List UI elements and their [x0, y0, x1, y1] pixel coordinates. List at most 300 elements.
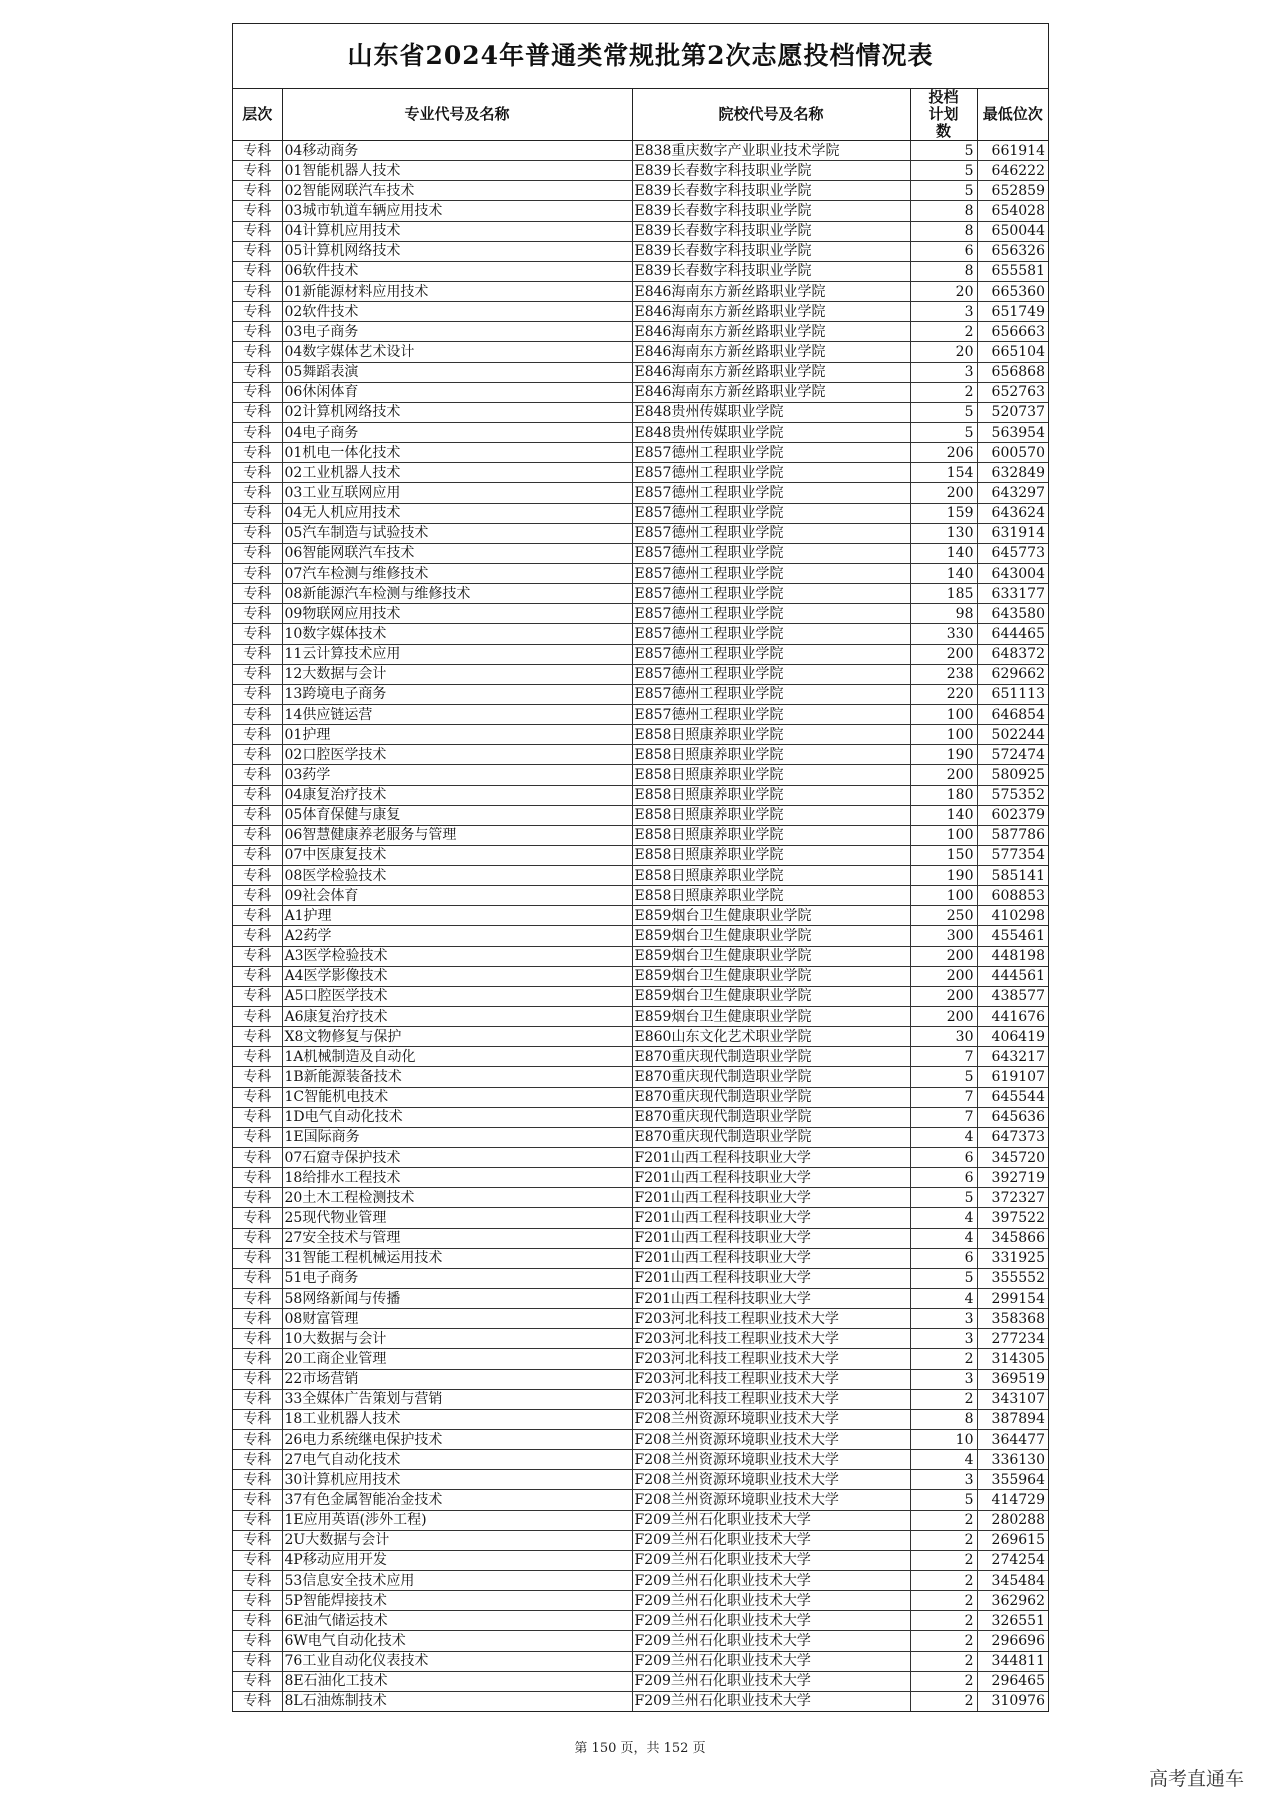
level-cell: 专科 [233, 1309, 282, 1329]
major-cell: 2U大数据与会计 [282, 1530, 632, 1550]
school-cell: E858日照康养职业学院 [632, 886, 910, 906]
school-cell: E859烟台卫生健康职业学院 [632, 966, 910, 986]
level-cell: 专科 [233, 382, 282, 402]
major-cell: 13跨境电子商务 [282, 684, 632, 704]
major-cell: A2药学 [282, 926, 632, 946]
school-cell: E857德州工程职业学院 [632, 543, 910, 563]
major-cell: A4医学影像技术 [282, 966, 632, 986]
plan-count-cell: 2 [910, 1349, 977, 1369]
table-row [233, 1691, 1048, 1711]
level-cell: 专科 [233, 241, 282, 261]
table-row [233, 1631, 1048, 1651]
school-cell: E857德州工程职业学院 [632, 704, 910, 724]
level-cell: 专科 [233, 1349, 282, 1369]
major-cell: A1护理 [282, 906, 632, 926]
plan-count-cell: 98 [910, 604, 977, 624]
min-rank-cell: 444561 [977, 966, 1048, 986]
table-row [233, 402, 1048, 422]
table-row [233, 866, 1048, 886]
min-rank-cell: 362962 [977, 1591, 1048, 1611]
school-cell: E839长春数字科技职业学院 [632, 241, 910, 261]
major-cell: 05舞蹈表演 [282, 362, 632, 382]
table-row [233, 221, 1048, 241]
table-row [233, 1329, 1048, 1349]
level-cell: 专科 [233, 1087, 282, 1107]
table-row [233, 563, 1048, 583]
table-row [233, 725, 1048, 745]
table-row [233, 1248, 1048, 1268]
school-cell: E839长春数字科技职业学院 [632, 201, 910, 221]
school-cell: E858日照康养职业学院 [632, 725, 910, 745]
level-cell: 专科 [233, 1148, 282, 1168]
major-cell: 09物联网应用技术 [282, 604, 632, 624]
table-row [233, 624, 1048, 644]
level-cell: 专科 [233, 845, 282, 865]
min-rank-cell: 414729 [977, 1490, 1048, 1510]
plan-count-cell: 5 [910, 1268, 977, 1288]
major-cell: 07石窟寺保护技术 [282, 1148, 632, 1168]
major-cell: 03城市轨道车辆应用技术 [282, 201, 632, 221]
school-cell: E857德州工程职业学院 [632, 604, 910, 624]
plan-count-cell: 140 [910, 563, 977, 583]
level-cell: 专科 [233, 805, 282, 825]
min-rank-cell: 355552 [977, 1268, 1048, 1288]
school-cell: E838重庆数字产业职业技术学院 [632, 141, 910, 161]
table-row [233, 503, 1048, 523]
level-cell: 专科 [233, 362, 282, 382]
major-cell: 02计算机网络技术 [282, 402, 632, 422]
plan-count-cell: 8 [910, 201, 977, 221]
plan-count-cell: 5 [910, 161, 977, 181]
plan-count-cell: 3 [910, 1329, 977, 1349]
table-row [233, 986, 1048, 1006]
school-cell: E858日照康养职业学院 [632, 785, 910, 805]
plan-count-cell: 206 [910, 443, 977, 463]
min-rank-cell: 655581 [977, 261, 1048, 281]
min-rank-cell: 651749 [977, 302, 1048, 322]
major-cell: 20土木工程检测技术 [282, 1188, 632, 1208]
school-cell: F203河北科技工程职业技术大学 [632, 1369, 910, 1389]
min-rank-cell: 336130 [977, 1450, 1048, 1470]
plan-count-cell: 8 [910, 1409, 977, 1429]
plan-count-cell: 8 [910, 261, 977, 281]
level-cell: 专科 [233, 181, 282, 201]
level-cell: 专科 [233, 563, 282, 583]
school-cell: E857德州工程职业学院 [632, 503, 910, 523]
school-cell: F209兰州石化职业技术大学 [632, 1631, 910, 1651]
min-rank-cell: 631914 [977, 523, 1048, 543]
level-cell: 专科 [233, 986, 282, 1006]
major-cell: 01机电一体化技术 [282, 443, 632, 463]
plan-count-cell: 2 [910, 1631, 977, 1651]
table-row [233, 1289, 1048, 1309]
major-cell: 8L石油炼制技术 [282, 1691, 632, 1711]
level-cell: 专科 [233, 201, 282, 221]
school-cell: E858日照康养职业学院 [632, 805, 910, 825]
plan-count-cell: 3 [910, 1369, 977, 1389]
plan-count-cell: 190 [910, 745, 977, 765]
table-row [233, 1188, 1048, 1208]
page-number-footer: 第 150 页，共 152 页 [574, 1741, 706, 1756]
table-row [233, 926, 1048, 946]
admission-table [233, 89, 1048, 1711]
plan-count-cell: 5 [910, 1490, 977, 1510]
major-cell: 06智能网联汽车技术 [282, 543, 632, 563]
min-rank-cell: 455461 [977, 926, 1048, 946]
plan-count-cell: 20 [910, 342, 977, 362]
level-cell: 专科 [233, 886, 282, 906]
major-cell: 02口腔医学技术 [282, 745, 632, 765]
level-cell: 专科 [233, 825, 282, 845]
level-cell: 专科 [233, 624, 282, 644]
table-row [233, 1107, 1048, 1127]
school-cell: E858日照康养职业学院 [632, 825, 910, 845]
min-rank-cell: 280288 [977, 1510, 1048, 1530]
level-cell: 专科 [233, 604, 282, 624]
table-row [233, 785, 1048, 805]
school-cell: E857德州工程职业学院 [632, 523, 910, 543]
table-row [233, 322, 1048, 342]
plan-count-cell: 159 [910, 503, 977, 523]
table-row [233, 805, 1048, 825]
level-cell: 专科 [233, 1570, 282, 1590]
min-rank-cell: 647373 [977, 1127, 1048, 1147]
table-row [233, 664, 1048, 684]
table-row [233, 886, 1048, 906]
table-row [233, 765, 1048, 785]
school-cell: E870重庆现代制造职业学院 [632, 1107, 910, 1127]
level-cell: 专科 [233, 1289, 282, 1309]
major-cell: 06软件技术 [282, 261, 632, 281]
min-rank-cell: 656326 [977, 241, 1048, 261]
min-rank-cell: 648372 [977, 644, 1048, 664]
header-level: 层次 [233, 89, 282, 141]
table-row [233, 1611, 1048, 1631]
school-cell: F208兰州资源环境职业技术大学 [632, 1409, 910, 1429]
level-cell: 专科 [233, 1450, 282, 1470]
plan-count-cell: 100 [910, 704, 977, 724]
plan-count-cell: 20 [910, 281, 977, 301]
min-rank-cell: 652763 [977, 382, 1048, 402]
min-rank-cell: 372327 [977, 1188, 1048, 1208]
min-rank-cell: 296696 [977, 1631, 1048, 1651]
plan-count-cell: 2 [910, 1530, 977, 1550]
level-cell: 专科 [233, 1127, 282, 1147]
plan-count-cell: 200 [910, 946, 977, 966]
min-rank-cell: 645636 [977, 1107, 1048, 1127]
min-rank-cell: 656663 [977, 322, 1048, 342]
school-cell: E857德州工程职业学院 [632, 644, 910, 664]
watermark: 高考直通车 [1148, 1768, 1244, 1790]
level-cell: 专科 [233, 1007, 282, 1027]
level-cell: 专科 [233, 543, 282, 563]
level-cell: 专科 [233, 1691, 282, 1711]
level-cell: 专科 [233, 785, 282, 805]
school-cell: F208兰州资源环境职业技术大学 [632, 1450, 910, 1470]
school-cell: F203河北科技工程职业技术大学 [632, 1389, 910, 1409]
major-cell: 37有色金属智能冶金技术 [282, 1490, 632, 1510]
min-rank-cell: 577354 [977, 845, 1048, 865]
table-row [233, 302, 1048, 322]
plan-count-cell: 5 [910, 402, 977, 422]
level-cell: 专科 [233, 1188, 282, 1208]
level-cell: 专科 [233, 322, 282, 342]
school-cell: E870重庆现代制造职业学院 [632, 1087, 910, 1107]
major-cell: 06休闲体育 [282, 382, 632, 402]
min-rank-cell: 587786 [977, 825, 1048, 845]
plan-count-cell: 5 [910, 1188, 977, 1208]
table-row [233, 1430, 1048, 1450]
level-cell: 专科 [233, 926, 282, 946]
level-cell: 专科 [233, 1329, 282, 1349]
major-cell: 04康复治疗技术 [282, 785, 632, 805]
school-cell: F209兰州石化职业技术大学 [632, 1550, 910, 1570]
plan-count-cell: 4 [910, 1127, 977, 1147]
plan-count-cell: 250 [910, 906, 977, 926]
min-rank-cell: 345866 [977, 1228, 1048, 1248]
school-cell: F209兰州石化职业技术大学 [632, 1591, 910, 1611]
level-cell: 专科 [233, 866, 282, 886]
min-rank-cell: 646854 [977, 704, 1048, 724]
min-rank-cell: 665104 [977, 342, 1048, 362]
min-rank-cell: 654028 [977, 201, 1048, 221]
level-cell: 专科 [233, 1550, 282, 1570]
level-cell: 专科 [233, 1027, 282, 1047]
school-cell: F208兰州资源环境职业技术大学 [632, 1490, 910, 1510]
major-cell: 31智能工程机械运用技术 [282, 1248, 632, 1268]
plan-count-cell: 300 [910, 926, 977, 946]
table-row [233, 261, 1048, 281]
major-cell: 01智能机器人技术 [282, 161, 632, 181]
major-cell: 20工商企业管理 [282, 1349, 632, 1369]
major-cell: 25现代物业管理 [282, 1208, 632, 1228]
school-cell: E846海南东方新丝路职业学院 [632, 302, 910, 322]
level-cell: 专科 [233, 1389, 282, 1409]
level-cell: 专科 [233, 1470, 282, 1490]
table-row [233, 644, 1048, 664]
major-cell: 1C智能机电技术 [282, 1087, 632, 1107]
level-cell: 专科 [233, 523, 282, 543]
table-row [233, 1208, 1048, 1228]
table-row [233, 1671, 1048, 1691]
min-rank-cell: 629662 [977, 664, 1048, 684]
major-cell: 08新能源汽车检测与维修技术 [282, 584, 632, 604]
level-cell: 专科 [233, 402, 282, 422]
table-row [233, 1490, 1048, 1510]
school-cell: E859烟台卫生健康职业学院 [632, 926, 910, 946]
table-row [233, 1007, 1048, 1027]
min-rank-cell: 643217 [977, 1047, 1048, 1067]
plan-count-cell: 200 [910, 986, 977, 1006]
major-cell: 1B新能源装备技术 [282, 1067, 632, 1087]
level-cell: 专科 [233, 1591, 282, 1611]
min-rank-cell: 441676 [977, 1007, 1048, 1027]
major-cell: 04移动商务 [282, 141, 632, 161]
min-rank-cell: 656868 [977, 362, 1048, 382]
school-cell: E857德州工程职业学院 [632, 624, 910, 644]
table-row [233, 141, 1048, 161]
table-row [233, 1591, 1048, 1611]
min-rank-cell: 619107 [977, 1067, 1048, 1087]
table-row [233, 825, 1048, 845]
school-cell: E839长春数字科技职业学院 [632, 261, 910, 281]
level-cell: 专科 [233, 1208, 282, 1228]
min-rank-cell: 448198 [977, 946, 1048, 966]
plan-count-cell: 238 [910, 664, 977, 684]
plan-count-cell: 6 [910, 1248, 977, 1268]
min-rank-cell: 277234 [977, 1329, 1048, 1349]
table-row [233, 463, 1048, 483]
school-cell: F203河北科技工程职业技术大学 [632, 1309, 910, 1329]
major-cell: 03电子商务 [282, 322, 632, 342]
major-cell: 76工业自动化仪表技术 [282, 1651, 632, 1671]
plan-count-cell: 7 [910, 1107, 977, 1127]
school-cell: E857德州工程职业学院 [632, 684, 910, 704]
major-cell: 11云计算技术应用 [282, 644, 632, 664]
major-cell: 07中医康复技术 [282, 845, 632, 865]
major-cell: 14供应链运营 [282, 704, 632, 724]
table-row [233, 201, 1048, 221]
min-rank-cell: 345484 [977, 1570, 1048, 1590]
admission-table-sheet [232, 23, 1049, 1712]
level-cell: 专科 [233, 1047, 282, 1067]
school-cell: F209兰州石化职业技术大学 [632, 1530, 910, 1550]
min-rank-cell: 358368 [977, 1309, 1048, 1329]
table-row [233, 704, 1048, 724]
min-rank-cell: 644465 [977, 624, 1048, 644]
min-rank-cell: 355964 [977, 1470, 1048, 1490]
level-cell: 专科 [233, 644, 282, 664]
min-rank-cell: 310976 [977, 1691, 1048, 1711]
level-cell: 专科 [233, 342, 282, 362]
school-cell: E859烟台卫生健康职业学院 [632, 986, 910, 1006]
major-cell: 05汽车制造与试验技术 [282, 523, 632, 543]
table-header-row [233, 89, 1048, 141]
school-cell: F201山西工程科技职业大学 [632, 1248, 910, 1268]
school-cell: F203河北科技工程职业技术大学 [632, 1329, 910, 1349]
major-cell: 10数字媒体技术 [282, 624, 632, 644]
level-cell: 专科 [233, 1510, 282, 1530]
major-cell: 04数字媒体艺术设计 [282, 342, 632, 362]
table-row [233, 1369, 1048, 1389]
school-cell: E860山东文化艺术职业学院 [632, 1027, 910, 1047]
plan-count-cell: 2 [910, 1570, 977, 1590]
major-cell: 22市场营销 [282, 1369, 632, 1389]
major-cell: 01新能源材料应用技术 [282, 281, 632, 301]
table-row [233, 1127, 1048, 1147]
min-rank-cell: 651113 [977, 684, 1048, 704]
level-cell: 专科 [233, 704, 282, 724]
min-rank-cell: 326551 [977, 1611, 1048, 1631]
table-row [233, 1067, 1048, 1087]
level-cell: 专科 [233, 745, 282, 765]
table-row [233, 1450, 1048, 1470]
min-rank-cell: 345720 [977, 1148, 1048, 1168]
level-cell: 专科 [233, 161, 282, 181]
plan-count-cell: 140 [910, 805, 977, 825]
plan-count-cell: 2 [910, 322, 977, 342]
major-cell: 05计算机网络技术 [282, 241, 632, 261]
min-rank-cell: 343107 [977, 1389, 1048, 1409]
table-row [233, 443, 1048, 463]
plan-count-cell: 4 [910, 1450, 977, 1470]
school-cell: F208兰州资源环境职业技术大学 [632, 1470, 910, 1490]
level-cell: 专科 [233, 1671, 282, 1691]
min-rank-cell: 600570 [977, 443, 1048, 463]
school-cell: E859烟台卫生健康职业学院 [632, 946, 910, 966]
major-cell: 04无人机应用技术 [282, 503, 632, 523]
min-rank-cell: 632849 [977, 463, 1048, 483]
plan-count-cell: 2 [910, 1691, 977, 1711]
level-cell: 专科 [233, 1248, 282, 1268]
school-cell: E870重庆现代制造职业学院 [632, 1047, 910, 1067]
major-cell: 33全媒体广告策划与营销 [282, 1389, 632, 1409]
level-cell: 专科 [233, 725, 282, 745]
major-cell: 4P移动应用开发 [282, 1550, 632, 1570]
major-cell: 01护理 [282, 725, 632, 745]
major-cell: 1D电气自动化技术 [282, 1107, 632, 1127]
table-row [233, 181, 1048, 201]
plan-count-cell: 2 [910, 1651, 977, 1671]
plan-count-cell: 220 [910, 684, 977, 704]
min-rank-cell: 331925 [977, 1248, 1048, 1268]
table-row [233, 422, 1048, 442]
plan-count-cell: 2 [910, 1550, 977, 1570]
plan-count-cell: 200 [910, 644, 977, 664]
major-cell: A3医学检验技术 [282, 946, 632, 966]
min-rank-cell: 661914 [977, 141, 1048, 161]
table-row [233, 483, 1048, 503]
school-cell: F201山西工程科技职业大学 [632, 1268, 910, 1288]
level-cell: 专科 [233, 584, 282, 604]
school-cell: F209兰州石化职业技术大学 [632, 1691, 910, 1711]
level-cell: 专科 [233, 1490, 282, 1510]
major-cell: 04计算机应用技术 [282, 221, 632, 241]
major-cell: 08医学检验技术 [282, 866, 632, 886]
table-row [233, 1168, 1048, 1188]
major-cell: 51电子商务 [282, 1268, 632, 1288]
level-cell: 专科 [233, 664, 282, 684]
plan-count-cell: 2 [910, 1591, 977, 1611]
table-row [233, 1550, 1048, 1570]
school-cell: F201山西工程科技职业大学 [632, 1188, 910, 1208]
table-row [233, 1047, 1048, 1067]
table-row [233, 523, 1048, 543]
table-row [233, 543, 1048, 563]
major-cell: 27安全技术与管理 [282, 1228, 632, 1248]
level-cell: 专科 [233, 422, 282, 442]
table-row [233, 1349, 1048, 1369]
table-row [233, 604, 1048, 624]
plan-count-cell: 10 [910, 1430, 977, 1450]
school-cell: F209兰州石化职业技术大学 [632, 1671, 910, 1691]
major-cell: 8E石油化工技术 [282, 1671, 632, 1691]
plan-count-cell: 154 [910, 463, 977, 483]
table-row [233, 845, 1048, 865]
level-cell: 专科 [233, 302, 282, 322]
plan-count-cell: 3 [910, 1309, 977, 1329]
min-rank-cell: 645544 [977, 1087, 1048, 1107]
min-rank-cell: 344811 [977, 1651, 1048, 1671]
school-cell: E858日照康养职业学院 [632, 866, 910, 886]
major-cell: 6E油气储运技术 [282, 1611, 632, 1631]
school-cell: F201山西工程科技职业大学 [632, 1168, 910, 1188]
level-cell: 专科 [233, 1228, 282, 1248]
table-row [233, 1530, 1048, 1550]
table-row [233, 1268, 1048, 1288]
table-body [233, 141, 1048, 1711]
header-plan [910, 89, 977, 141]
